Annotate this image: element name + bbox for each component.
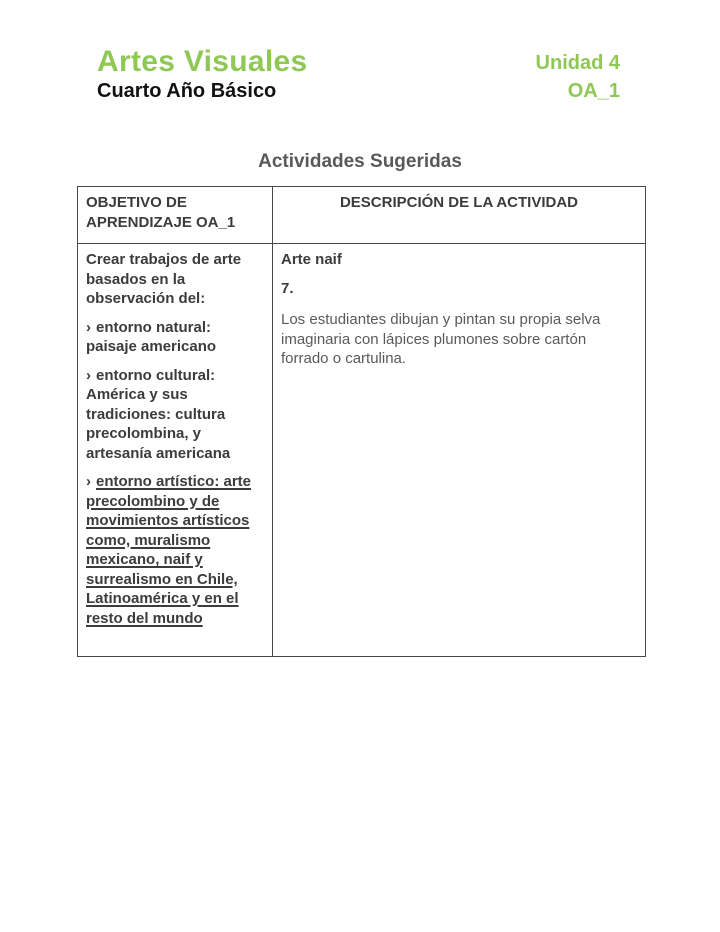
objective-cell	[78, 244, 273, 657]
oa-code-label: OA_1	[567, 80, 620, 102]
objective-intro: Crear trabajos de arte basados en la observación del:	[86, 251, 242, 307]
table-body-row	[78, 244, 646, 657]
section-title: Actividades Sugeridas	[258, 151, 462, 172]
doc-title: Artes Visuales	[97, 45, 308, 78]
unit-label: Unidad 4	[535, 52, 620, 74]
objective-bullet-natural	[86, 318, 264, 357]
activity-cell	[273, 244, 646, 657]
description-column-header: DESCRIPCIÓN DE LA ACTIVIDAD	[273, 187, 646, 244]
activities-table	[77, 186, 646, 657]
bullet-text: entorno natural: paisaje americano	[86, 318, 217, 355]
doc-header-left	[97, 44, 307, 103]
objective-column-header: OBJETIVO DE APRENDIZAJE OA_1	[78, 187, 273, 244]
objective-bullet-cultural	[86, 366, 264, 464]
bullet-marker: ›	[86, 366, 91, 384]
table-header-row	[78, 187, 646, 244]
bullet-marker: ›	[86, 473, 91, 490]
bullet-text-underlined: entorno artístico: arte precolombino y de movimientos artísticos como, muralismo mexicano, naif y surrealismo en Chile, Latinoamérica y en el resto del mundo	[86, 473, 252, 627]
bullet-marker: ›	[86, 318, 91, 336]
bullet-text: entorno cultural: América y sus tradiciones: cultura precolombina, y artesanía americana	[86, 366, 231, 462]
activity-description: Los estudiantes dibujan y pintan su propia selva imaginaria con lápices plumones sobre cartón forrado o cartulina.	[281, 311, 601, 367]
doc-header-right	[536, 48, 620, 103]
objective-bullet-artistic	[86, 472, 264, 628]
doc-header	[97, 0, 620, 103]
doc-subtitle: Cuarto Año Básico	[97, 80, 277, 102]
activity-number: 7.	[281, 279, 294, 297]
activity-category: Arte naif	[281, 251, 342, 268]
